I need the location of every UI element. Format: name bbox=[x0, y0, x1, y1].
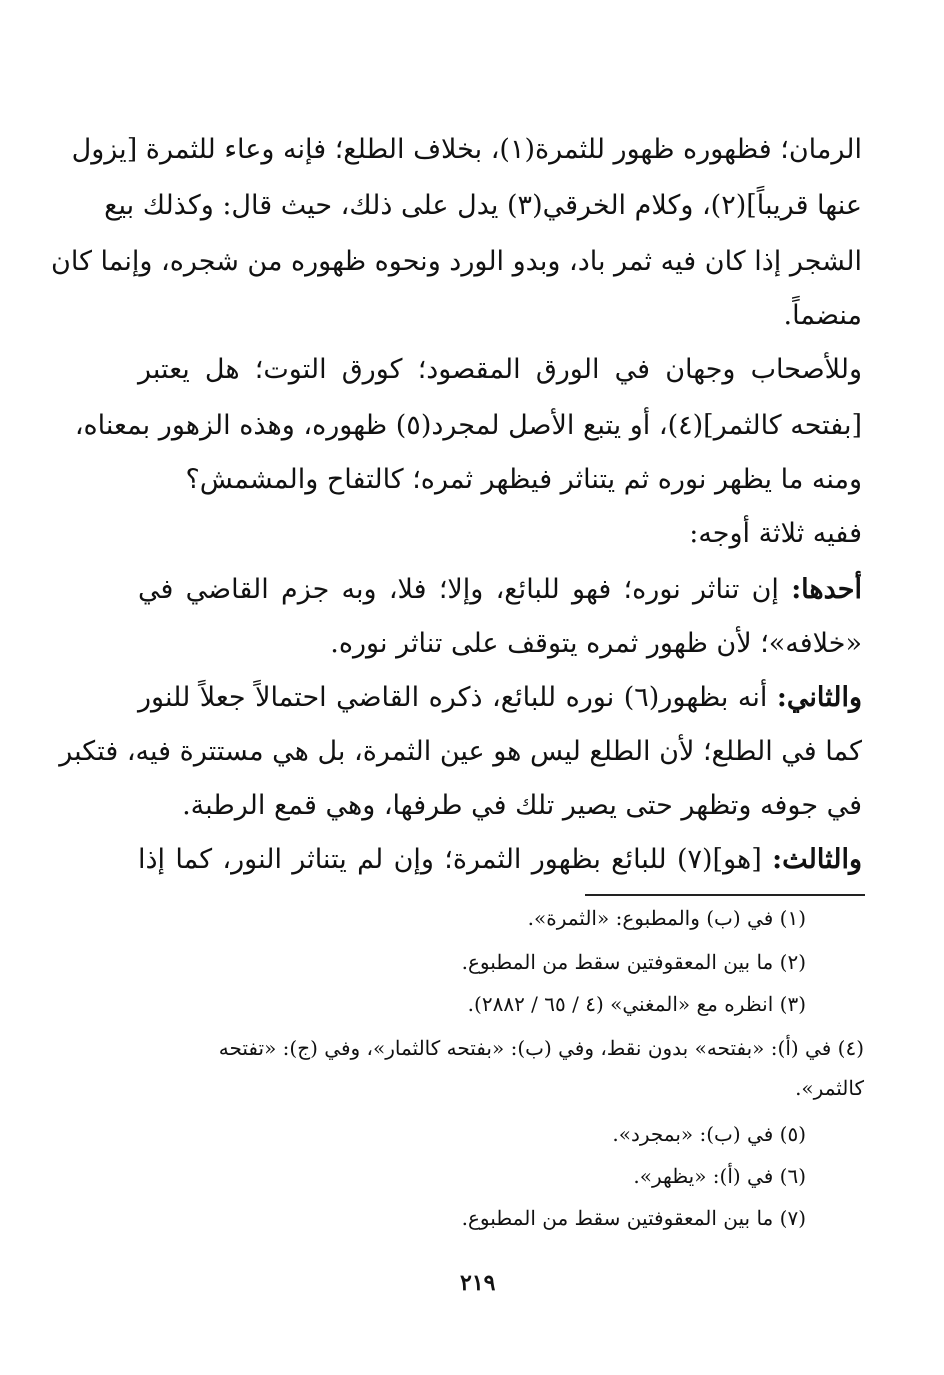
page-number: ٢١٩ bbox=[460, 1270, 496, 1296]
footnote-1: (١) في (ب) والمطبوع: «الثمرة». bbox=[527, 906, 806, 930]
footnote-7: (٧) ما بين المعقوفتين سقط من المطبوع. bbox=[461, 1206, 806, 1230]
text-line-6: [بفتحه كالثمر](٤)، أو يتبع الأصل لمجرد(٥) ظهوره، وهذه الزهور بمعناه، bbox=[74, 410, 862, 441]
footnote-5: (٥) في (ب): «بمجرد». bbox=[612, 1122, 806, 1146]
text-line-14: والثالث: [هو](٧) للبائع بظهور الثمرة؛ وإن لم يتناثر النور، كما إذا bbox=[138, 844, 862, 875]
third-view-label: والثالث: bbox=[772, 844, 862, 875]
text-line-5: وللأصحاب وجهان في الورق المقصود؛ كورق التوت؛ هل يعتبر bbox=[138, 354, 862, 385]
footnote-separator bbox=[585, 894, 865, 896]
text-line-1: الرمان؛ فظهوره ظهور للثمرة(١)، بخلاف الطلع؛ فإنه وعاء للثمرة [يزول bbox=[71, 134, 862, 165]
footnote-4-continuation: كالثمر». bbox=[795, 1076, 864, 1100]
text-line-2: عنها قريباً](٢)، وكلام الخرقي(٣) يدل على ذلك، حيث قال: وكذلك بيع bbox=[104, 190, 862, 221]
text-line-4: منضماً. bbox=[783, 300, 862, 331]
text-line-3: الشجر إذا كان فيه ثمر باد، وبدو الورد ونحوه ظهوره من شجره، وإنما كان bbox=[51, 246, 862, 277]
footnote-4: (٤) في (أ): «بفتحه» بدون نقط، وفي (ب): «بفتحه كالثمار»، وفي (ج): «تفتحه bbox=[218, 1036, 864, 1060]
main-text bbox=[51, 134, 863, 881]
footnote-6: (٦) في (أ): «يظهر». bbox=[633, 1164, 806, 1188]
text-line-9: أحدها: إن تناثر نوره؛ فهو للبائع، وإلا؛ فلا، وبه جزم القاضي في bbox=[138, 574, 862, 605]
second-view-label: والثاني: bbox=[776, 682, 863, 713]
text-line-8: ففيه ثلاثة أوجه: bbox=[689, 518, 862, 549]
text-line-11: والثاني: أنه بظهور(٦) نوره للبائع، ذكره القاضي احتمالاً جعلاً للنور bbox=[138, 682, 863, 713]
text-line-10: «خلافه»؛ لأن ظهور ثمره يتوقف على تناثر نوره. bbox=[330, 628, 862, 659]
text-line-7: ومنه ما يظهر نوره ثم يتناثر فيظهر ثمره؛ كالتفاح والمشمش؟ bbox=[185, 464, 862, 495]
text-line-13: في جوفه وتظهر حتى يصير تلك في طرفها، وهي قمع الرطبة. bbox=[182, 790, 862, 821]
first-view-label: أحدها: bbox=[791, 574, 862, 605]
text-line-12: كما في الطلع؛ لأن الطلع ليس هو عين الثمرة، بل هي مستترة فيه، فتكبر bbox=[59, 736, 862, 767]
footnote-2: (٢) ما بين المعقوفتين سقط من المطبوع. bbox=[461, 950, 806, 974]
footnote-3: (٣) انظره مع «المغني» (٤ / ٦٥ / ٢٨٨٢). bbox=[467, 992, 806, 1016]
